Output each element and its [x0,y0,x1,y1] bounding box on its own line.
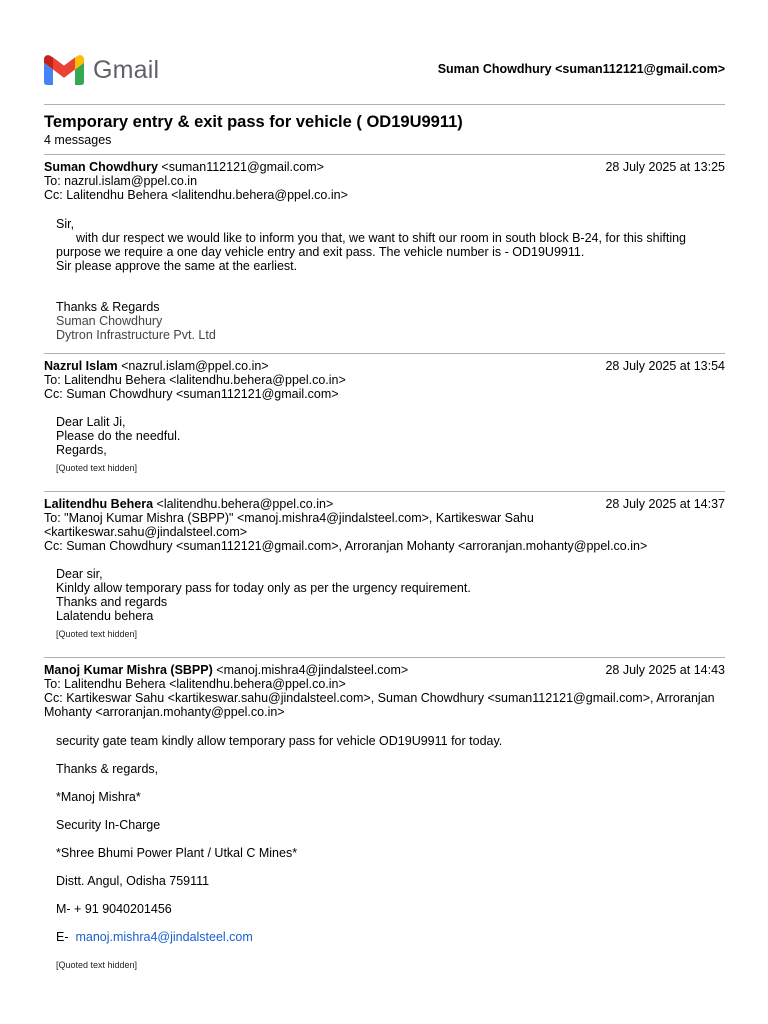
sender-name: Lalitendhu Behera [44,497,154,511]
sender-email: <suman112121@gmail.com> [161,160,324,174]
message-body [56,415,725,475]
body-line: security gate team kindly allow temporary pass for vehicle OD19U9911 for today. [56,734,503,748]
to-line: To: Lalitendhu Behera <lalitendhu.behera@ppel.co.in> [44,677,346,691]
to-line-cont: <kartikeswar.sahu@jindalsteel.com> [44,525,248,539]
body-line: Lalatendu behera [56,609,154,623]
sender-email: <nazrul.islam@ppel.co.in> [121,359,269,373]
body-line: Dear Lalit Ji, [56,415,126,429]
body-line: with dur respect we would like to inform you that, we want to shift our room in south block B-24, for this shifting [76,231,687,245]
gmail-wordmark: Gmail [93,56,160,84]
gmail-m-icon [44,55,84,85]
message-count: 4 messages [44,133,112,147]
print-page [44,0,725,972]
message-body [56,734,725,972]
body-line: Thanks and regards [56,595,168,609]
cc-line-cont: Mohanty <arroranjan.mohanty@ppel.co.in> [44,705,285,719]
body-line: Kinldy allow temporary pass for today only as per the urgency requirement. [56,581,471,595]
signature-name: *Manoj Mishra* [56,790,141,804]
sender [44,359,269,373]
sender [44,663,408,677]
message-date: 28 July 2025 at 13:54 [605,359,725,373]
message-date: 28 July 2025 at 14:43 [605,663,725,677]
message-body [56,567,725,641]
message-date: 28 July 2025 at 13:25 [605,160,725,174]
signature-title: Security In-Charge [56,818,161,832]
body-line: Thanks & regards, [56,762,159,776]
to-line: To: Lalitendhu Behera <lalitendhu.behera@ppel.co.in> [44,373,346,387]
signature-name: Suman Chowdhury [56,314,163,328]
thread-subject: Temporary entry & exit pass for vehicle ( OD19U9911) [44,113,463,131]
cc-line: Cc: Suman Chowdhury <suman112121@gmail.com>, Arroranjan Mohanty <arroranjan.mohanty@ppel.co.in> [44,539,648,553]
divider [44,104,725,105]
signature-address: Distt. Angul, Odisha 759111 [56,874,210,888]
message-header [44,359,725,401]
body-line: Regards, [56,443,107,457]
message-4 [44,658,725,972]
signature-line: Thanks & Regards [56,300,160,314]
cc-line: Cc: Kartikeswar Sahu <kartikeswar.sahu@jindalsteel.com>, Suman Chowdhury <suman112121@gmail.com>, Arroranjan [44,691,715,705]
message-1 [44,155,725,353]
body-line: Dear sir, [56,567,103,581]
sender-name: Manoj Kumar Mishra (SBPP) [44,663,213,677]
sender [44,160,324,174]
message-body [56,217,725,342]
message-header [44,497,725,553]
gmail-logo [44,55,159,85]
signature-email-line [56,930,725,944]
sender-email: <lalitendhu.behera@ppel.co.in> [156,497,334,511]
print-header [44,0,725,104]
message-header [44,160,725,202]
signature-phone: M- + 91 9040201456 [56,902,172,916]
sender-name: Suman Chowdhury [44,160,158,174]
account-label: Suman Chowdhury <suman112121@gmail.com> [437,62,725,76]
body-line: Please do the needful. [56,429,181,443]
signature-company: Dytron Infrastructure Pvt. Ltd [56,328,216,342]
cc-line: Cc: Lalitendhu Behera <lalitendhu.behera@ppel.co.in> [44,188,348,202]
message-2 [44,354,725,491]
body-line: Sir please approve the same at the earliest. [56,259,298,273]
body-line: purpose we require a one day vehicle entry and exit pass. The vehicle number is - OD19U9911. [56,245,585,259]
message-header [44,663,725,719]
sender-email: <manoj.mishra4@jindalsteel.com> [216,663,409,677]
sender-name: Nazrul Islam [44,359,118,373]
signature-org: *Shree Bhumi Power Plant / Utkal C Mines* [56,846,298,860]
message-3 [44,492,725,657]
quoted-text-hidden[interactable]: [Quoted text hidden] [56,960,138,970]
email-prefix: E- [56,930,69,944]
message-date: 28 July 2025 at 14:37 [605,497,725,511]
to-line: To: nazrul.islam@ppel.co.in [44,174,198,188]
greeting: Sir, [56,217,75,231]
email-link[interactable]: manoj.mishra4@jindalsteel.com [75,930,253,944]
sender [44,497,333,511]
cc-line: Cc: Suman Chowdhury <suman112121@gmail.com> [44,387,339,401]
to-line: To: "Manoj Kumar Mishra (SBPP)" <manoj.mishra4@jindalsteel.com>, Kartikeswar Sahu [44,511,534,525]
quoted-text-hidden[interactable]: [Quoted text hidden] [56,629,138,639]
quoted-text-hidden[interactable]: [Quoted text hidden] [56,463,138,473]
